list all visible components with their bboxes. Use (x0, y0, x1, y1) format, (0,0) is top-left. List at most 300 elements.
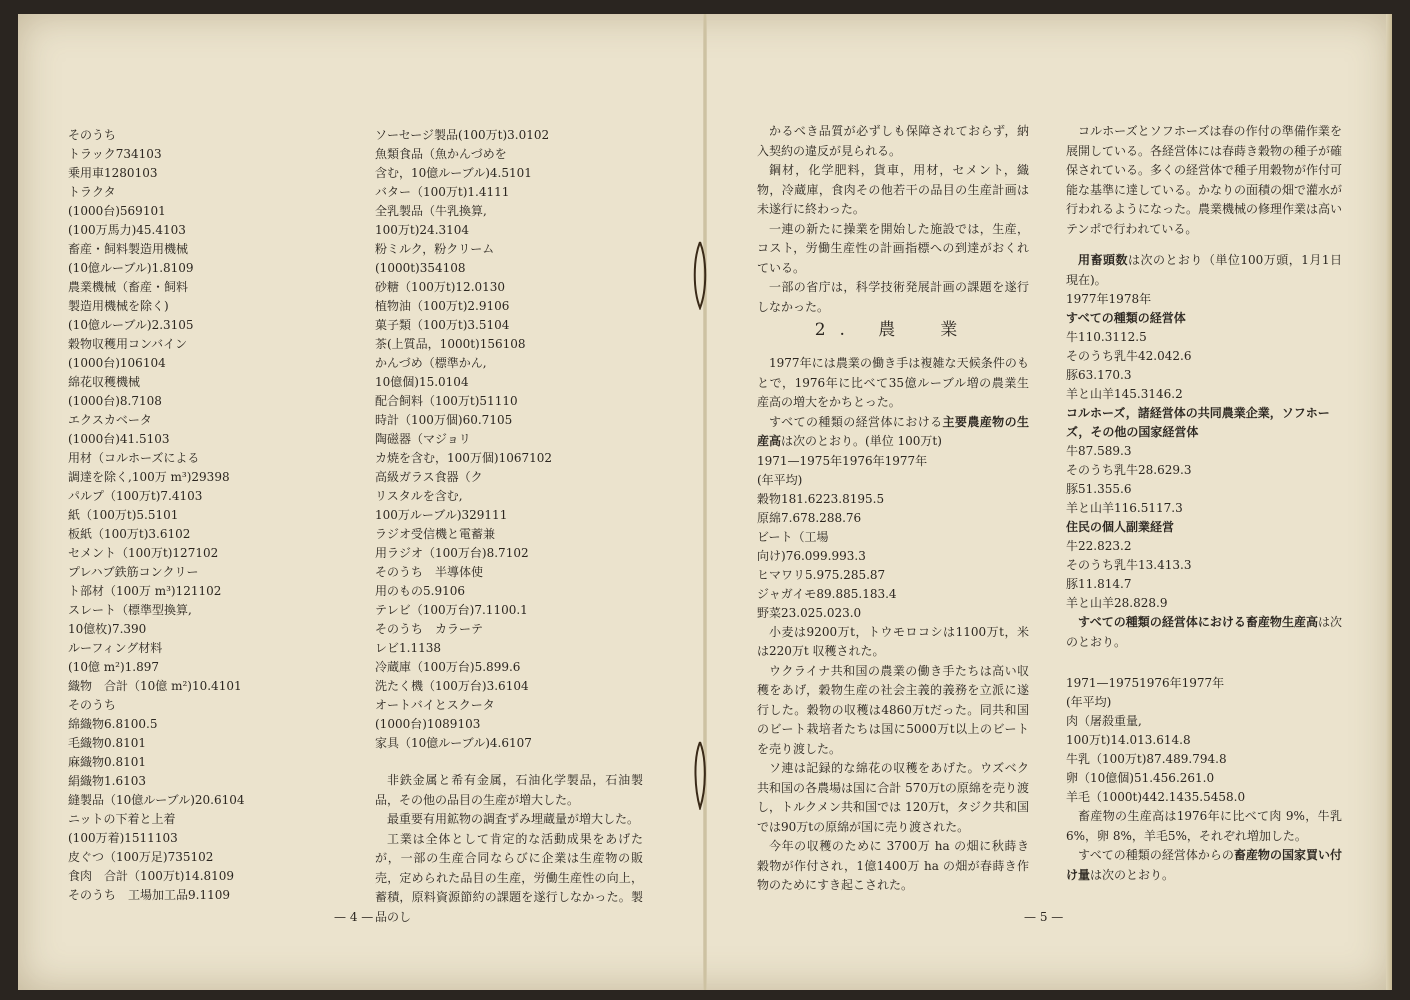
table-row (68, 430, 328, 449)
livestock-table-header (1066, 290, 1342, 309)
row-value-1977: 24.3 (419, 223, 447, 237)
col-header-1977: 1977年 (1066, 292, 1109, 306)
row-label: 用のもの (375, 584, 424, 598)
row-label: 100万t) (1066, 733, 1111, 747)
table-row (68, 240, 328, 259)
table-row (68, 772, 328, 791)
table-row (757, 509, 1029, 528)
row-label: 肉（屠殺重量, (1066, 714, 1142, 728)
table-row (375, 563, 650, 582)
table-row (375, 449, 650, 468)
value-avg: 181.6 (781, 491, 816, 506)
table-row (1066, 480, 1342, 499)
table-row (375, 392, 650, 411)
row-label: 豚 (1066, 368, 1079, 382)
row-label: 100万t) (375, 223, 420, 237)
paragraph: かるべき品質が必ずしも保障されておらず，納入契約の違反が見られる。 (757, 124, 1029, 158)
table-row (68, 677, 328, 696)
row-label: ト部材（100万 m³) (68, 584, 176, 598)
row-value-1977: 1280 (104, 166, 135, 180)
value-1976: 8.28 (807, 510, 835, 525)
col-header-1976: 1976年 (1139, 676, 1182, 690)
page-edge (1386, 14, 1392, 990)
row-value-1977: 0.8 (104, 736, 124, 750)
intro-bold: 用畜頭数 (1078, 253, 1128, 267)
row-label: 皮ぐつ（100万足) (68, 850, 168, 864)
row-percent-of-1976: 101 (218, 679, 242, 693)
row-label: 粉ミルク，粉クリーム (375, 242, 495, 256)
row-percent-of-1976: 111 (486, 185, 510, 199)
row-value-1977: 10.4 (191, 679, 219, 693)
row-label: (1000台) (375, 717, 427, 731)
value-1978: 28.9 (1140, 596, 1168, 610)
table-row (68, 335, 328, 354)
value-1978: 23.2 (1104, 539, 1132, 553)
row-label: そのうち乳牛 (1066, 558, 1139, 572)
paragraph: 畜産物の生産高は1976年に比べて肉 9%，牛乳 6%，卵 8%，羊毛5%，それぞれ増加した。 (1066, 809, 1342, 843)
table-row (1066, 328, 1342, 347)
table-row (375, 259, 650, 278)
table-row (68, 601, 328, 620)
row-percent-of-1976: 103 (154, 831, 178, 845)
table-row (68, 829, 328, 848)
row-value-1977: 0.8 (104, 755, 124, 769)
paragraph: 最重要有用鉱物の調査ずみ埋蔵量が増大した。 (387, 812, 640, 826)
row-percent-of-1976: 108 (139, 394, 162, 408)
page4-right-column (375, 126, 650, 753)
row-value-1977: 3.6 (148, 527, 168, 541)
row-label: (10億 m²) (68, 660, 125, 674)
row-percent-of-1976: 102 (190, 850, 214, 864)
table-row (375, 183, 650, 202)
table-row (375, 164, 650, 183)
livestock-group-title: 住民の個人副業経営 (1066, 520, 1175, 534)
row-value-1977: 5.8 (474, 660, 494, 674)
table-row (1066, 385, 1342, 404)
row-value-1977: 6.8 (104, 717, 124, 731)
row-label: 縫製品（10億ルーブル) (68, 793, 195, 807)
row-value-1977: 60.7 (462, 413, 490, 427)
value-1976: 435.5 (1176, 790, 1211, 804)
table-row (68, 297, 328, 316)
row-label: ヒマワリ (757, 567, 806, 582)
row-value-1977: 1511 (124, 831, 155, 845)
row-label: 洗たく機（100万台) (375, 679, 487, 693)
table-row (68, 506, 328, 525)
row-percent-of-1976: 107 (508, 736, 532, 750)
table-row (68, 658, 328, 677)
row-value-1977: 45.4 (136, 223, 163, 237)
paragraph: 鋼材，化学肥料，貨車，用材，セメント，織物，冷蔵庫，食肉その他若干の品目の生産計画は未遂行に終わった。 (757, 163, 1029, 216)
row-percent-of-1976: 108 (442, 261, 466, 275)
row-value-1977: 1.6 (104, 774, 124, 788)
row-label: 用材（コルホーズによる (68, 451, 200, 465)
table-row (68, 202, 328, 221)
row-value-1977: 106 (119, 356, 143, 370)
value-1978: 117.3 (1148, 501, 1183, 515)
row-label: 毛織物 (68, 736, 105, 750)
row-percent-of-1976: 102 (167, 527, 191, 541)
row-label: 砂糖（100万t) (375, 280, 456, 294)
value-1978: 29.3 (1164, 463, 1192, 477)
value-1977: 8.76 (834, 510, 862, 525)
table-row (68, 145, 328, 164)
row-label: 牛 (1066, 330, 1079, 344)
row-label: 豚 (1066, 482, 1079, 496)
row-percent-of-1976: 104 (445, 375, 469, 389)
value-1977: 13.4 (1138, 558, 1165, 572)
col-header-1976: 1976年 (842, 453, 885, 468)
value-avg: 89.8 (816, 586, 844, 601)
animal-table-header-sub (1066, 693, 1342, 712)
row-label: そのうち 工場加工品 (68, 888, 189, 902)
value-1977: 458.0 (1210, 790, 1246, 804)
row-label: 冷蔵庫（100万台) (375, 660, 475, 674)
table-row (757, 585, 1029, 604)
row-label: プレハブ鉄筋コンクリー (68, 565, 199, 579)
row-label: カ焼を含む，100万個) (375, 451, 499, 465)
livestock-group-title: コルホーズ，諸経営体の共同農業企業，ソフホーズ，その他の国家経営体 (1066, 406, 1330, 439)
row-label: 野菜 (757, 605, 782, 620)
value-1976: 13.6 (1137, 733, 1164, 747)
row-label: 製造用機械を除く) (68, 299, 169, 313)
page4-number: — 4 — (334, 910, 374, 924)
table-row (1066, 731, 1342, 750)
value-1977: 116.5 (1114, 501, 1149, 515)
table-row (375, 126, 650, 145)
row-label: そのうち乳牛 (1066, 463, 1139, 477)
row-label: 魚類食品（魚かんづめを (375, 147, 507, 161)
table-row (68, 791, 328, 810)
row-label: 用ラジオ（100万台) (375, 546, 487, 560)
value-1976: 223.8 (815, 491, 850, 506)
row-label: 調達を除く,100万 m³) (68, 470, 192, 484)
row-percent-of-1976: 109 (170, 261, 194, 275)
row-value-1977: 1067 (498, 451, 530, 465)
intro-text: は次のとおり。 (1090, 867, 1175, 882)
value-1978: 146.2 (1148, 387, 1183, 401)
row-value-1977: 20.6 (194, 793, 222, 807)
page5-right-column (1066, 122, 1342, 885)
row-value-1977: 121 (175, 584, 199, 598)
table-row (375, 335, 650, 354)
row-percent-of-1976: 111 (484, 508, 508, 522)
table-row (375, 639, 650, 658)
row-percent-of-1976: 110 (494, 394, 518, 408)
table-row (68, 639, 328, 658)
row-label: 牛 (1066, 539, 1079, 553)
col-header-1978: 1978年 (1108, 292, 1152, 306)
row-label: ビート（工場 (757, 529, 829, 544)
row-label: トラクタ (68, 185, 116, 199)
row-label: レビ (375, 641, 400, 655)
row-percent-of-1976: 99.6 (493, 660, 521, 674)
row-percent-of-1976: 102 (195, 546, 219, 560)
section-heading: 2. 農 業 (814, 320, 972, 340)
table-row (68, 886, 328, 905)
row-label: 10億枚) (68, 622, 112, 636)
row-label: 食肉 合計（100万t) (68, 869, 185, 883)
row-label: 全乳製品（牛乳換算, (375, 204, 487, 218)
table-row (375, 411, 650, 430)
table-row (68, 316, 328, 335)
row-value-1977: 51 (479, 394, 495, 408)
value-avg: 76.0 (785, 548, 813, 563)
row-label: そのうち (68, 698, 117, 712)
value-avg: 51.4 (1133, 771, 1161, 785)
row-percent-of-1976: 103 (138, 147, 162, 161)
row-percent-of-1976: 102 (198, 584, 222, 598)
table-row (375, 240, 650, 259)
row-value-1977: 1089 (426, 717, 458, 731)
row-value-1977: 7.1 (474, 603, 494, 617)
row-label: (10億ルーブル) (68, 318, 152, 332)
value-1976: 56.2 (1160, 771, 1188, 785)
row-percent-of-1976: 104 (221, 793, 245, 807)
table-row (1066, 575, 1342, 594)
table-row (375, 620, 650, 639)
value-1977: 94.8 (1199, 752, 1227, 766)
table-row (68, 373, 328, 392)
row-percent-of-1976: 103 (179, 489, 203, 503)
paragraph: 今年の収穫のために 3700万 ha の畑に秋蒔き穀物が作付され，1億1400万 ha の畑が春蒔き作物のためにすき起こされた。 (757, 839, 1029, 892)
table-row (375, 658, 650, 677)
row-label: 板紙（100万t) (68, 527, 149, 541)
row-value-1977: 4.6 (489, 736, 509, 750)
paragraph: ソ連は記録的な綿花の収穫をあげた。ウズベク共和国の各農場は国に合計 570万tの原綿を売り渡し，トルクメン共和国では 120万t，タジク共和国では90万tの原綿が国に売り渡された。 (757, 761, 1029, 834)
row-label: 絹織物 (68, 774, 105, 788)
row-value-1977: 2.3 (151, 318, 171, 332)
row-label: 紙（100万t) (68, 508, 137, 522)
row-value-1977: 293 (191, 470, 215, 484)
row-value-1977: 1.4 (467, 185, 487, 199)
row-label: 高級ガラス食器（ク (375, 470, 483, 484)
col-header-1977: 1977年 (1181, 676, 1225, 690)
row-label: セメント（100万t) (68, 546, 173, 560)
row-label: (1000台) (68, 394, 120, 408)
row-label: 畜産・飼料製造用機械 (68, 242, 189, 256)
table-row (68, 810, 328, 829)
row-label: ルーフィング材料 (68, 641, 163, 655)
value-1976: 89.7 (1173, 752, 1200, 766)
table-row (375, 468, 650, 487)
value-avg: 442.1 (1142, 790, 1177, 804)
row-label: 麻織物 (68, 755, 105, 769)
row-percent-of-1976: 102 (529, 451, 553, 465)
crop-table-intro (757, 413, 1029, 452)
row-percent-of-1976: 102 (526, 128, 550, 142)
table-row (1066, 712, 1342, 731)
table-row (68, 126, 328, 145)
row-value-1977: 8.7 (486, 546, 506, 560)
row-label: (1000t) (375, 261, 420, 275)
row-value-1977: 329 (461, 508, 485, 522)
row-value-1977: 156 (479, 337, 503, 351)
row-label: 羊と山羊 (1066, 596, 1115, 610)
table-row (68, 487, 328, 506)
binding-stitch-bottom (690, 740, 704, 810)
value-1977: 28.6 (1138, 463, 1165, 477)
intro-text: は次のとおり。 (1066, 615, 1342, 649)
table-row (1066, 461, 1342, 480)
row-value-1977: 734 (115, 147, 139, 161)
row-value-1977: 3.6 (486, 679, 506, 693)
table-row (68, 867, 328, 886)
row-label: (1000台) (68, 432, 120, 446)
row-percent-of-1976: 103 (123, 774, 147, 788)
table-row (68, 620, 328, 639)
table-row (68, 259, 328, 278)
table-row (375, 145, 650, 164)
paragraph: 1977年には農業の働き手は複雑な天候条件のもとで，1976年に比べて35億ルーブル増の農業生産高の増大をかちとった。 (757, 356, 1029, 409)
table-row (757, 490, 1029, 509)
row-label: 綿花収穫機械 (68, 375, 141, 389)
table-row (375, 221, 650, 240)
value-avg: 7.67 (781, 510, 808, 525)
row-value-1977: 8.7 (119, 394, 139, 408)
row-label: ソーセージ製品(100万t) (375, 128, 508, 142)
table-row (375, 373, 650, 392)
table-row (68, 563, 328, 582)
table-row (757, 604, 1029, 623)
row-label: パルプ（100万t) (68, 489, 161, 503)
value-1977: 87.5 (1078, 444, 1105, 458)
row-percent-of-1976: 104 (446, 223, 470, 237)
row-percent-of-1976: 106 (486, 299, 510, 313)
table-row (375, 544, 650, 563)
row-label: リスタルを含む, (375, 489, 463, 503)
row-percent-of-1976: 100.1 (493, 603, 528, 617)
row-percent-of-1976: 130 (482, 280, 506, 294)
table-row (375, 715, 650, 734)
value-1978: 112.5 (1112, 330, 1147, 344)
table-row (68, 734, 328, 753)
row-percent-of-1976: 90 (131, 622, 147, 636)
animal-table-header (1066, 674, 1342, 693)
table-row (375, 677, 650, 696)
row-percent-of-1976: 103 (163, 223, 186, 237)
value-1977: 110.3 (1078, 330, 1113, 344)
table-row (375, 506, 650, 525)
row-label: エクスカベータ (68, 413, 152, 427)
animal-products-intro (1066, 613, 1342, 652)
table-row (1066, 499, 1342, 518)
value-1978: 70.3 (1104, 368, 1132, 382)
table-row (375, 430, 650, 449)
value-1977: 61.0 (1187, 771, 1215, 785)
table-row (68, 544, 328, 563)
row-label: 陶磁器（マジョリ (375, 432, 471, 446)
row-label: 茶(上質品，1000t) (375, 337, 480, 351)
row-percent-of-1976: 102 (505, 546, 529, 560)
intro-text: すべての種類の経営体からの (1078, 848, 1234, 862)
row-value-1977: 127 (172, 546, 196, 560)
value-1977: 83.4 (869, 586, 897, 601)
row-percent-of-1976: 98 (214, 470, 230, 484)
table-row (68, 183, 328, 202)
row-label: 豚 (1066, 577, 1079, 591)
value-1976: 5.28 (831, 567, 859, 582)
intro-text: すべての種類の経営体における (769, 414, 943, 429)
table-row (1066, 366, 1342, 385)
row-value-1977: 7.4 (160, 489, 180, 503)
table-row (757, 547, 1029, 566)
table-row (68, 392, 328, 411)
row-value-1977: 9.1 (188, 888, 208, 902)
row-label: かんづめ（標準かん, (375, 356, 487, 370)
row-label: 向け) (757, 548, 786, 563)
value-1977: 51.3 (1078, 482, 1105, 496)
table-row (68, 468, 328, 487)
row-label: ジャガイモ (757, 586, 817, 601)
value-1978: 55.6 (1104, 482, 1132, 496)
row-label: 織物 合計（10億 m²) (68, 679, 192, 693)
col-header-annual-avg: (年平均) (757, 472, 803, 487)
col-header-1977: 1977年 (884, 453, 928, 468)
intro-bold: 主要農産物の生産高 (757, 414, 1029, 448)
row-label: トラック (68, 147, 116, 161)
row-percent-of-1976: 103 (134, 166, 158, 180)
row-value-1977: 354 (419, 261, 443, 275)
paragraph: 非鉄金属と希有金属，石油化学製品，石油製品，その他の品目の生産が増大した。 (375, 773, 643, 807)
table-row (68, 582, 328, 601)
row-percent-of-1976: 103 (146, 432, 170, 446)
table-row (375, 354, 650, 373)
row-label: (1000台) (68, 204, 120, 218)
livestock-intro (1066, 251, 1342, 290)
intro-bold: 畜産物の国家買い付け量 (1066, 848, 1342, 882)
row-label: そのうち (68, 128, 117, 142)
row-label: (100万馬力) (68, 223, 137, 237)
table-row (375, 202, 650, 221)
table-row (375, 734, 650, 753)
intro-text: は次のとおり（単位100万頭，1月1日現在)。 (1066, 253, 1342, 287)
table-row (68, 753, 328, 772)
row-label: 羊毛（1000t) (1066, 790, 1143, 804)
row-label: 含む，10億ルーブル) (375, 166, 490, 180)
table-row (68, 525, 328, 544)
paragraph: コルホーズとソフホーズは春の作付の準備作業を展開している。各経営体には春蒔き穀物の種子が確保されている。多くの経営体で種子用穀物が作付可能な基準に達している。かなりの面積の畑で灌水が行われるようになった。農業機械の修理作業は高いテンポで行われている。 (1066, 124, 1343, 236)
table-row (68, 354, 328, 373)
row-label: 農業機械（畜産・飼料 (68, 280, 189, 294)
table-row (1066, 537, 1342, 556)
row-label: 綿織物 (68, 717, 105, 731)
livestock-group-title: すべての種類の経営体 (1066, 311, 1186, 325)
value-1977: 5.87 (858, 567, 886, 582)
row-percent-of-1976: 101 (142, 204, 166, 218)
row-value-1977: 569 (119, 204, 143, 218)
row-label: 100万ルーブル) (375, 508, 462, 522)
row-label: 穀物収穫用コンバイン (68, 337, 188, 351)
row-percent-of-1976: 108 (502, 337, 526, 351)
intro-bold: すべての種類の経営体における畜産物生産高 (1078, 615, 1318, 629)
intro-text: は次のとおり。(単位 100万t) (781, 434, 942, 448)
table-row (68, 696, 328, 715)
paragraph: 一部の省庁は，科学技術発展計画の課題を遂行しなかった。 (757, 280, 1029, 314)
table-row (1066, 594, 1342, 613)
row-value-1977: 3.0 (507, 128, 527, 142)
row-label: 羊と山羊 (1066, 501, 1115, 515)
value-1977: 195.5 (849, 491, 885, 506)
value-avg: 14.0 (1110, 733, 1138, 747)
procurement-intro (1066, 846, 1342, 885)
row-percent-of-1976: 106 (442, 584, 466, 598)
row-label: オートバイとスクータ (375, 698, 495, 712)
row-value-1977: 12.0 (455, 280, 483, 294)
row-label: ニットの下着と上着 (68, 812, 176, 826)
row-label: 菓子類（100万t) (375, 318, 468, 332)
paragraph: 小麦は9200万t，トウモロコシは1100万t，米は220万t 収穫された。 (757, 624, 1029, 658)
